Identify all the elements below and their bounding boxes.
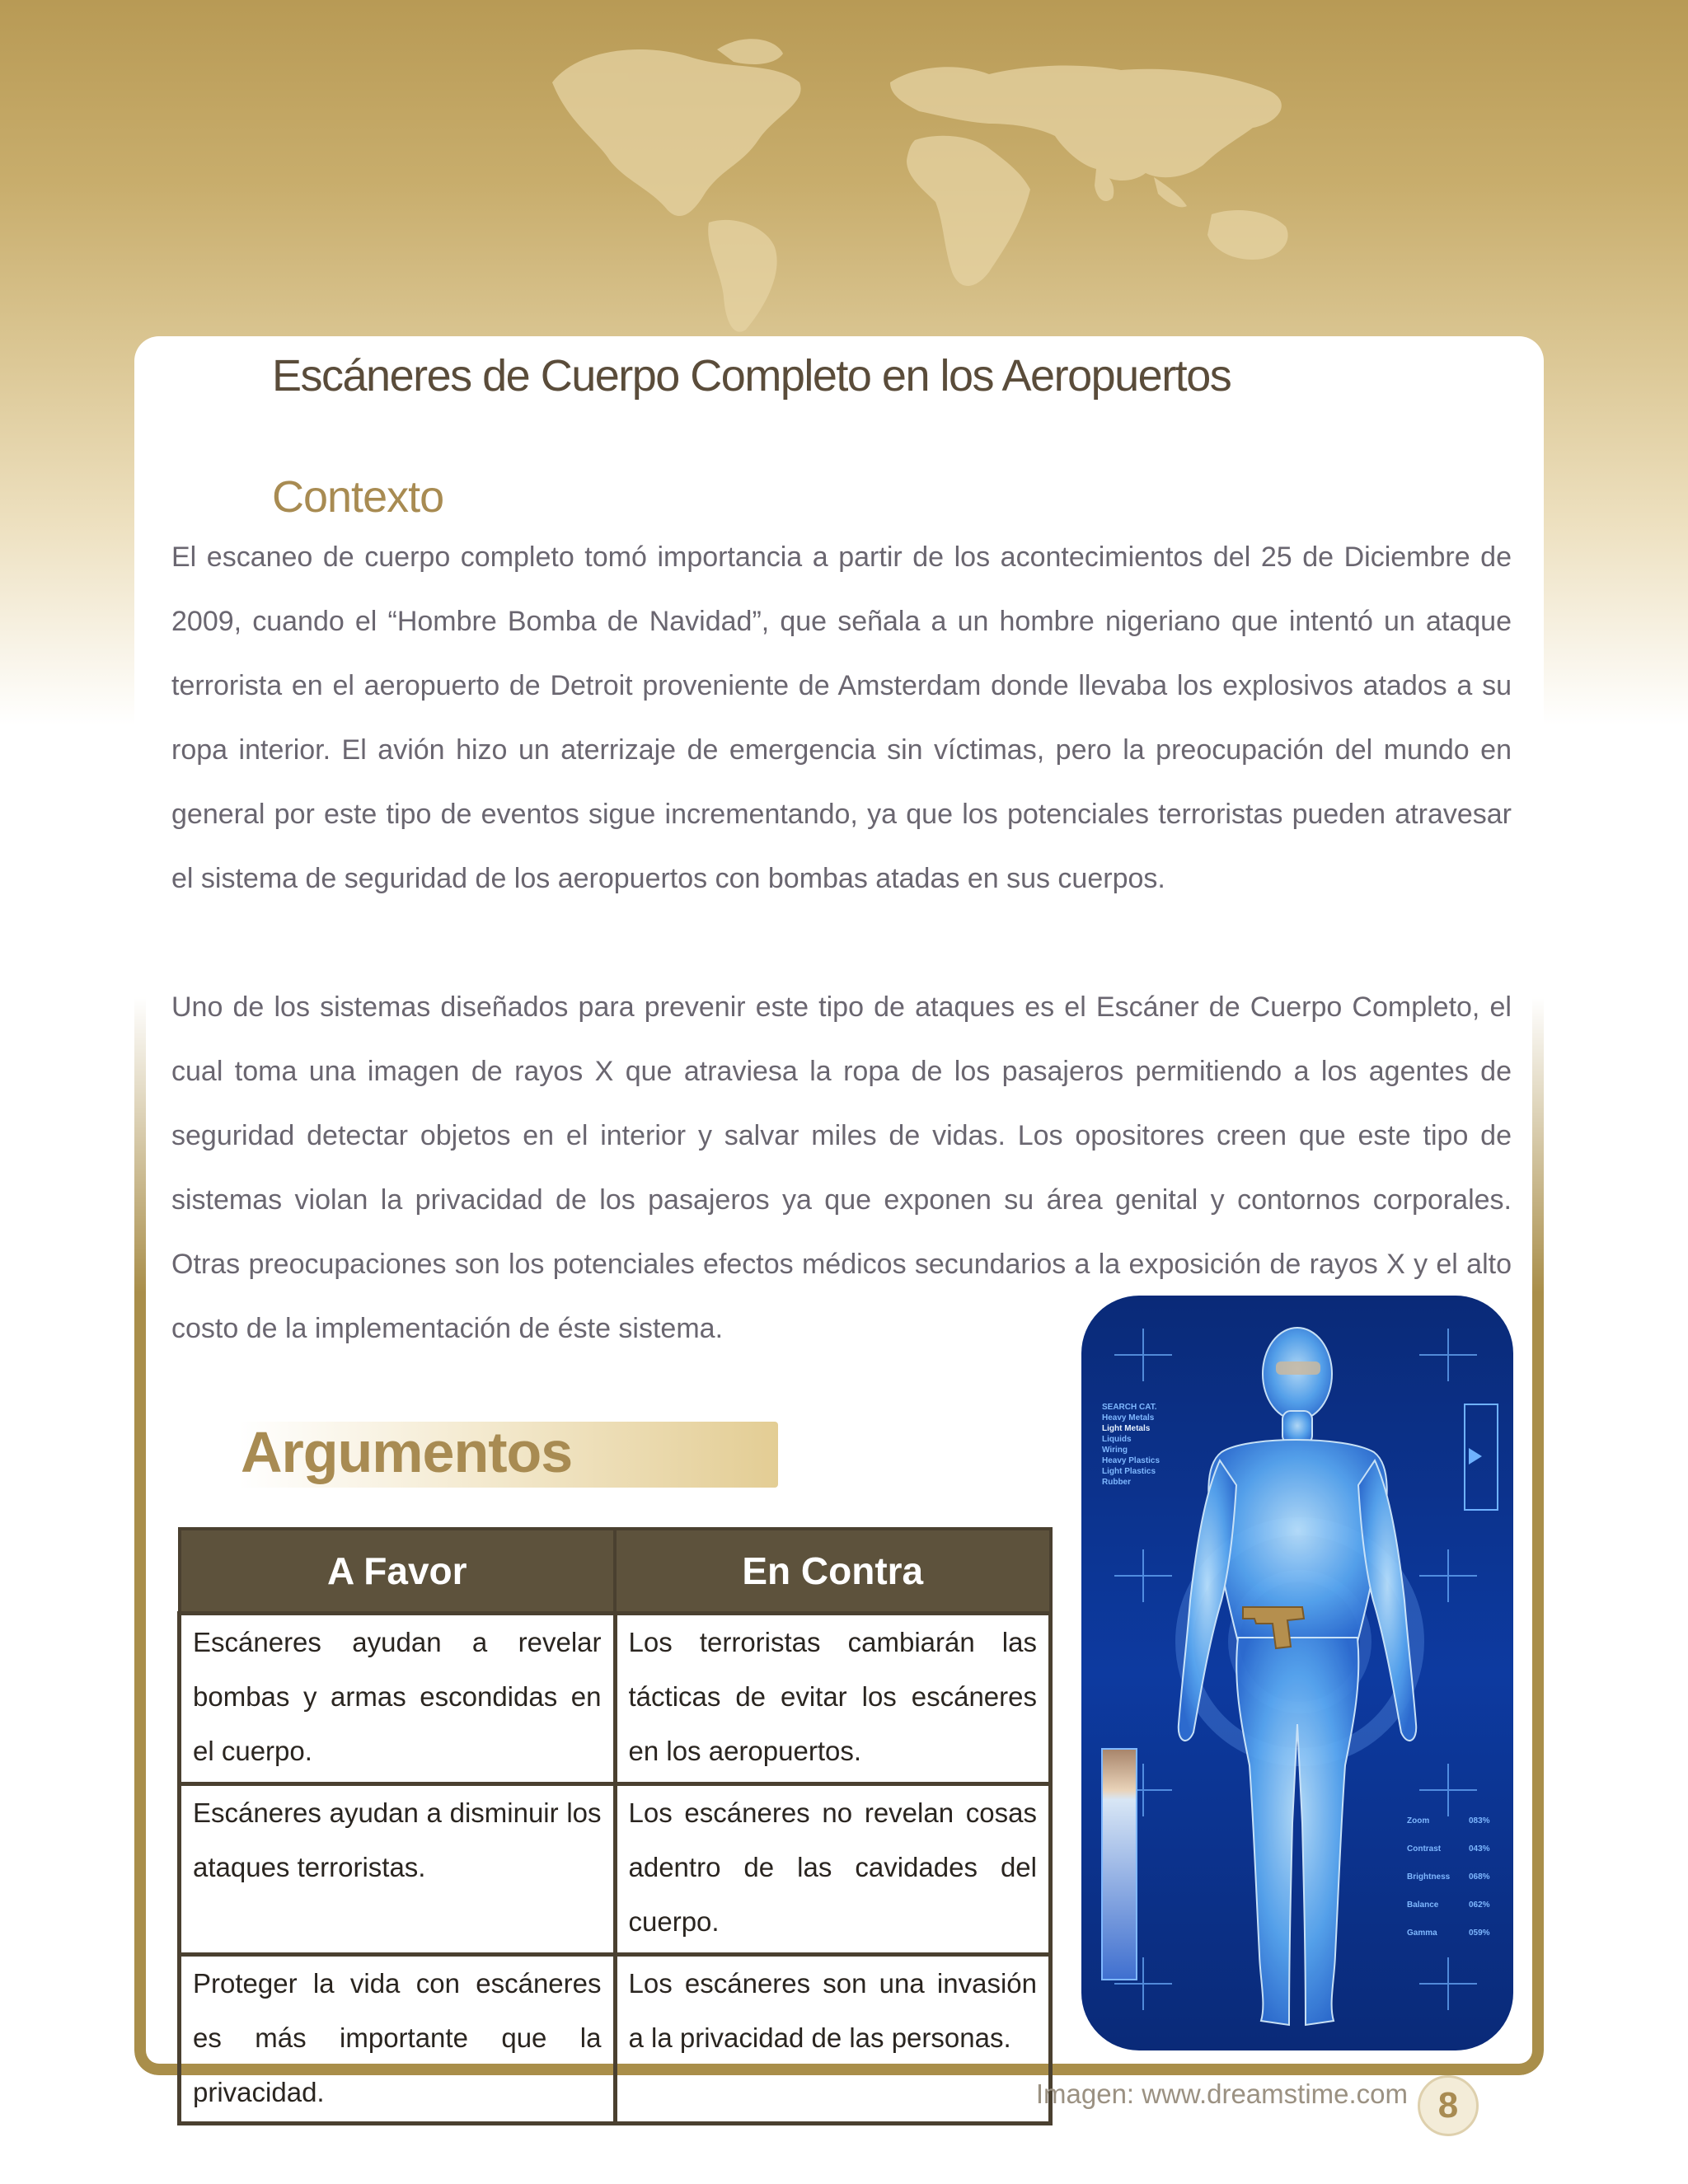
table-header-row <box>180 1529 1051 1614</box>
scanner-setting-name: Contrast <box>1407 1844 1442 1854</box>
scanner-setting-name: Brightness <box>1407 1872 1451 1882</box>
page-title: Escáneres de Cuerpo Completo en los Aeropuertos <box>272 351 1231 401</box>
scanner-setting-name: Zoom <box>1407 1816 1430 1825</box>
scanner-setting-name: Balance <box>1407 1900 1439 1910</box>
body-scanner-image <box>1081 1296 1513 2050</box>
scanner-category: Wiring <box>1102 1446 1128 1455</box>
scanner-setting-value: 059% <box>1469 1929 1490 1938</box>
column-header-contra: En Contra <box>615 1529 1051 1614</box>
scanner-category: Light Metals <box>1102 1424 1151 1433</box>
scanner-category: Liquids <box>1102 1435 1132 1444</box>
context-paragraph-2: Uno de los sistemas diseñados para prevenir este tipo de ataques es el Escáner de Cuerpo Completo, el cual toma una imagen de rayos X que atraviesa la ropa de los pasajeros permitiendo a los agentes de seguridad detectar objetos en el interior y salvar miles de vidas. Los opositores creen que este tipo de sistemas violan la privacidad de los pasajeros ya que exponen su área genital y contornos corporales. Otras preocupaciones son los potenciales efectos médicos secundarios a la exposición de rayos X y el alto costo de la implementación de éste sistema. <box>171 991 1512 1344</box>
scanner-category: Light Plastics <box>1102 1467 1156 1476</box>
table-row <box>180 1614 1051 1784</box>
table-cell-favor: Proteger la vida con escáneres es más importante que la privacidad. <box>180 1955 616 2124</box>
scanner-search-label: SEARCH CAT. <box>1102 1403 1157 1412</box>
world-map-illustration <box>528 25 1368 338</box>
scanner-setting-value: 083% <box>1469 1816 1490 1825</box>
page-number: 8 <box>1418 2075 1479 2136</box>
column-header-favor: A Favor <box>180 1529 616 1614</box>
scanner-category: Rubber <box>1102 1478 1131 1487</box>
table-row <box>180 1784 1051 1955</box>
scanner-category: Heavy Plastics <box>1102 1456 1160 1465</box>
arguments-table <box>177 1527 1053 2125</box>
scanner-setting-value: 068% <box>1469 1872 1490 1882</box>
table-cell-contra: Los escáneres no revelan cosas adentro de las cavidades del cuerpo. <box>615 1784 1051 1955</box>
image-credit: Imagen: www.dreamstime.com <box>1035 2079 1408 2109</box>
scanner-setting-value: 043% <box>1469 1844 1490 1854</box>
table-row <box>180 1955 1051 2124</box>
context-heading: Contexto <box>272 472 444 522</box>
arguments-heading: Argumentos <box>241 1420 573 1484</box>
table-cell-favor: Escáneres ayudan a revelar bombas y armas escondidas en el cuerpo. <box>180 1614 616 1784</box>
scanner-category: Heavy Metals <box>1102 1413 1155 1422</box>
table-cell-contra: Los terroristas cambiarán las tácticas de evitar los escáneres en los aeropuertos. <box>615 1614 1051 1784</box>
scanner-setting-value: 062% <box>1469 1900 1490 1910</box>
context-paragraph-1: El escaneo de cuerpo completo tomó importancia a partir de los acontecimientos del 25 de Diciembre de 2009, cuando el “Hombre Bomba de Navidad”, que señala a un hombre nigeriano que intentó un ataque terrorista en el aeropuerto de Detroit proveniente de Amsterdam donde llevaba los explosivos atados a su ropa interior. El avión hizo un aterrizaje de emergencia sin víctimas, pero la preocupación del mundo en general por este tipo de eventos sigue incrementando, ya que los potenciales terroristas pueden atravesar el sistema de seguridad de los aeropuertos con bombas atadas en sus cuerpos. <box>171 541 1512 894</box>
table-cell-favor: Escáneres ayudan a disminuir los ataques terroristas. <box>180 1784 616 1955</box>
table-cell-contra: Los escáneres son una invasión a la privacidad de las personas. <box>615 1955 1051 2124</box>
scanner-setting-name: Gamma <box>1407 1929 1437 1938</box>
